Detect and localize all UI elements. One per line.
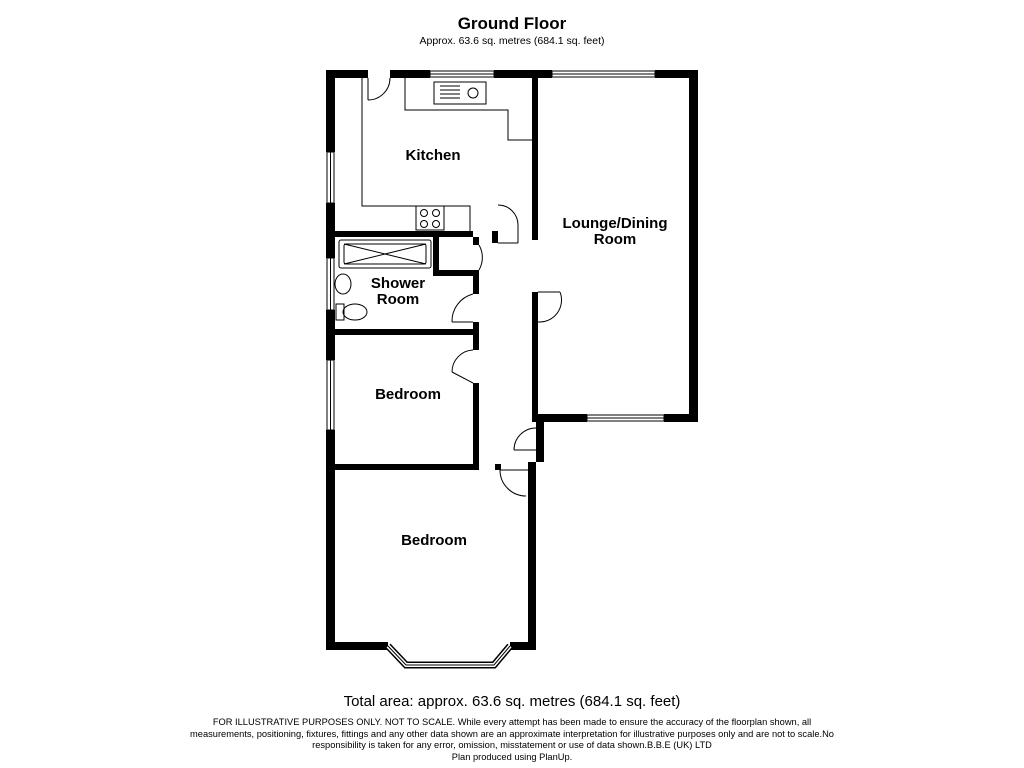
interior-walls bbox=[335, 78, 544, 470]
room-label-shower-line1: Shower bbox=[370, 275, 426, 292]
planup-credit: Plan produced using PlanUp. bbox=[451, 752, 573, 762]
disclaimer-text: FOR ILLUSTRATIVE PURPOSES ONLY. NOT TO SCALE. While every attempt has been made to ensure the accuracy of the floorplan shown, all measurements, positioning, fixtures, fittings and any other data shown are an approximate interpretation for illustrative purposes only and are not to scale.No responsibility is taken for any error, omission, misstatement or use of data shown.B.B.E (UK) LTD bbox=[190, 717, 834, 750]
room-label-bedroom-2: Bedroom bbox=[401, 532, 467, 549]
floor-area-subtitle: Approx. 63.6 sq. metres (684.1 sq. feet) bbox=[419, 35, 605, 47]
room-label-shower-line2: Room bbox=[376, 291, 420, 308]
total-area: Total area: approx. 63.6 sq. metres (684.1 sq. feet) bbox=[343, 693, 681, 710]
room-label-lounge-line1: Lounge/Dining bbox=[562, 215, 668, 232]
floor-title: Ground Floor bbox=[457, 14, 567, 33]
outer-walls bbox=[326, 70, 698, 650]
room-label-lounge-line2: Room bbox=[593, 231, 637, 248]
room-label-bedroom-1: Bedroom bbox=[375, 386, 441, 403]
windows bbox=[327, 71, 664, 665]
room-label-kitchen: Kitchen bbox=[405, 147, 461, 164]
